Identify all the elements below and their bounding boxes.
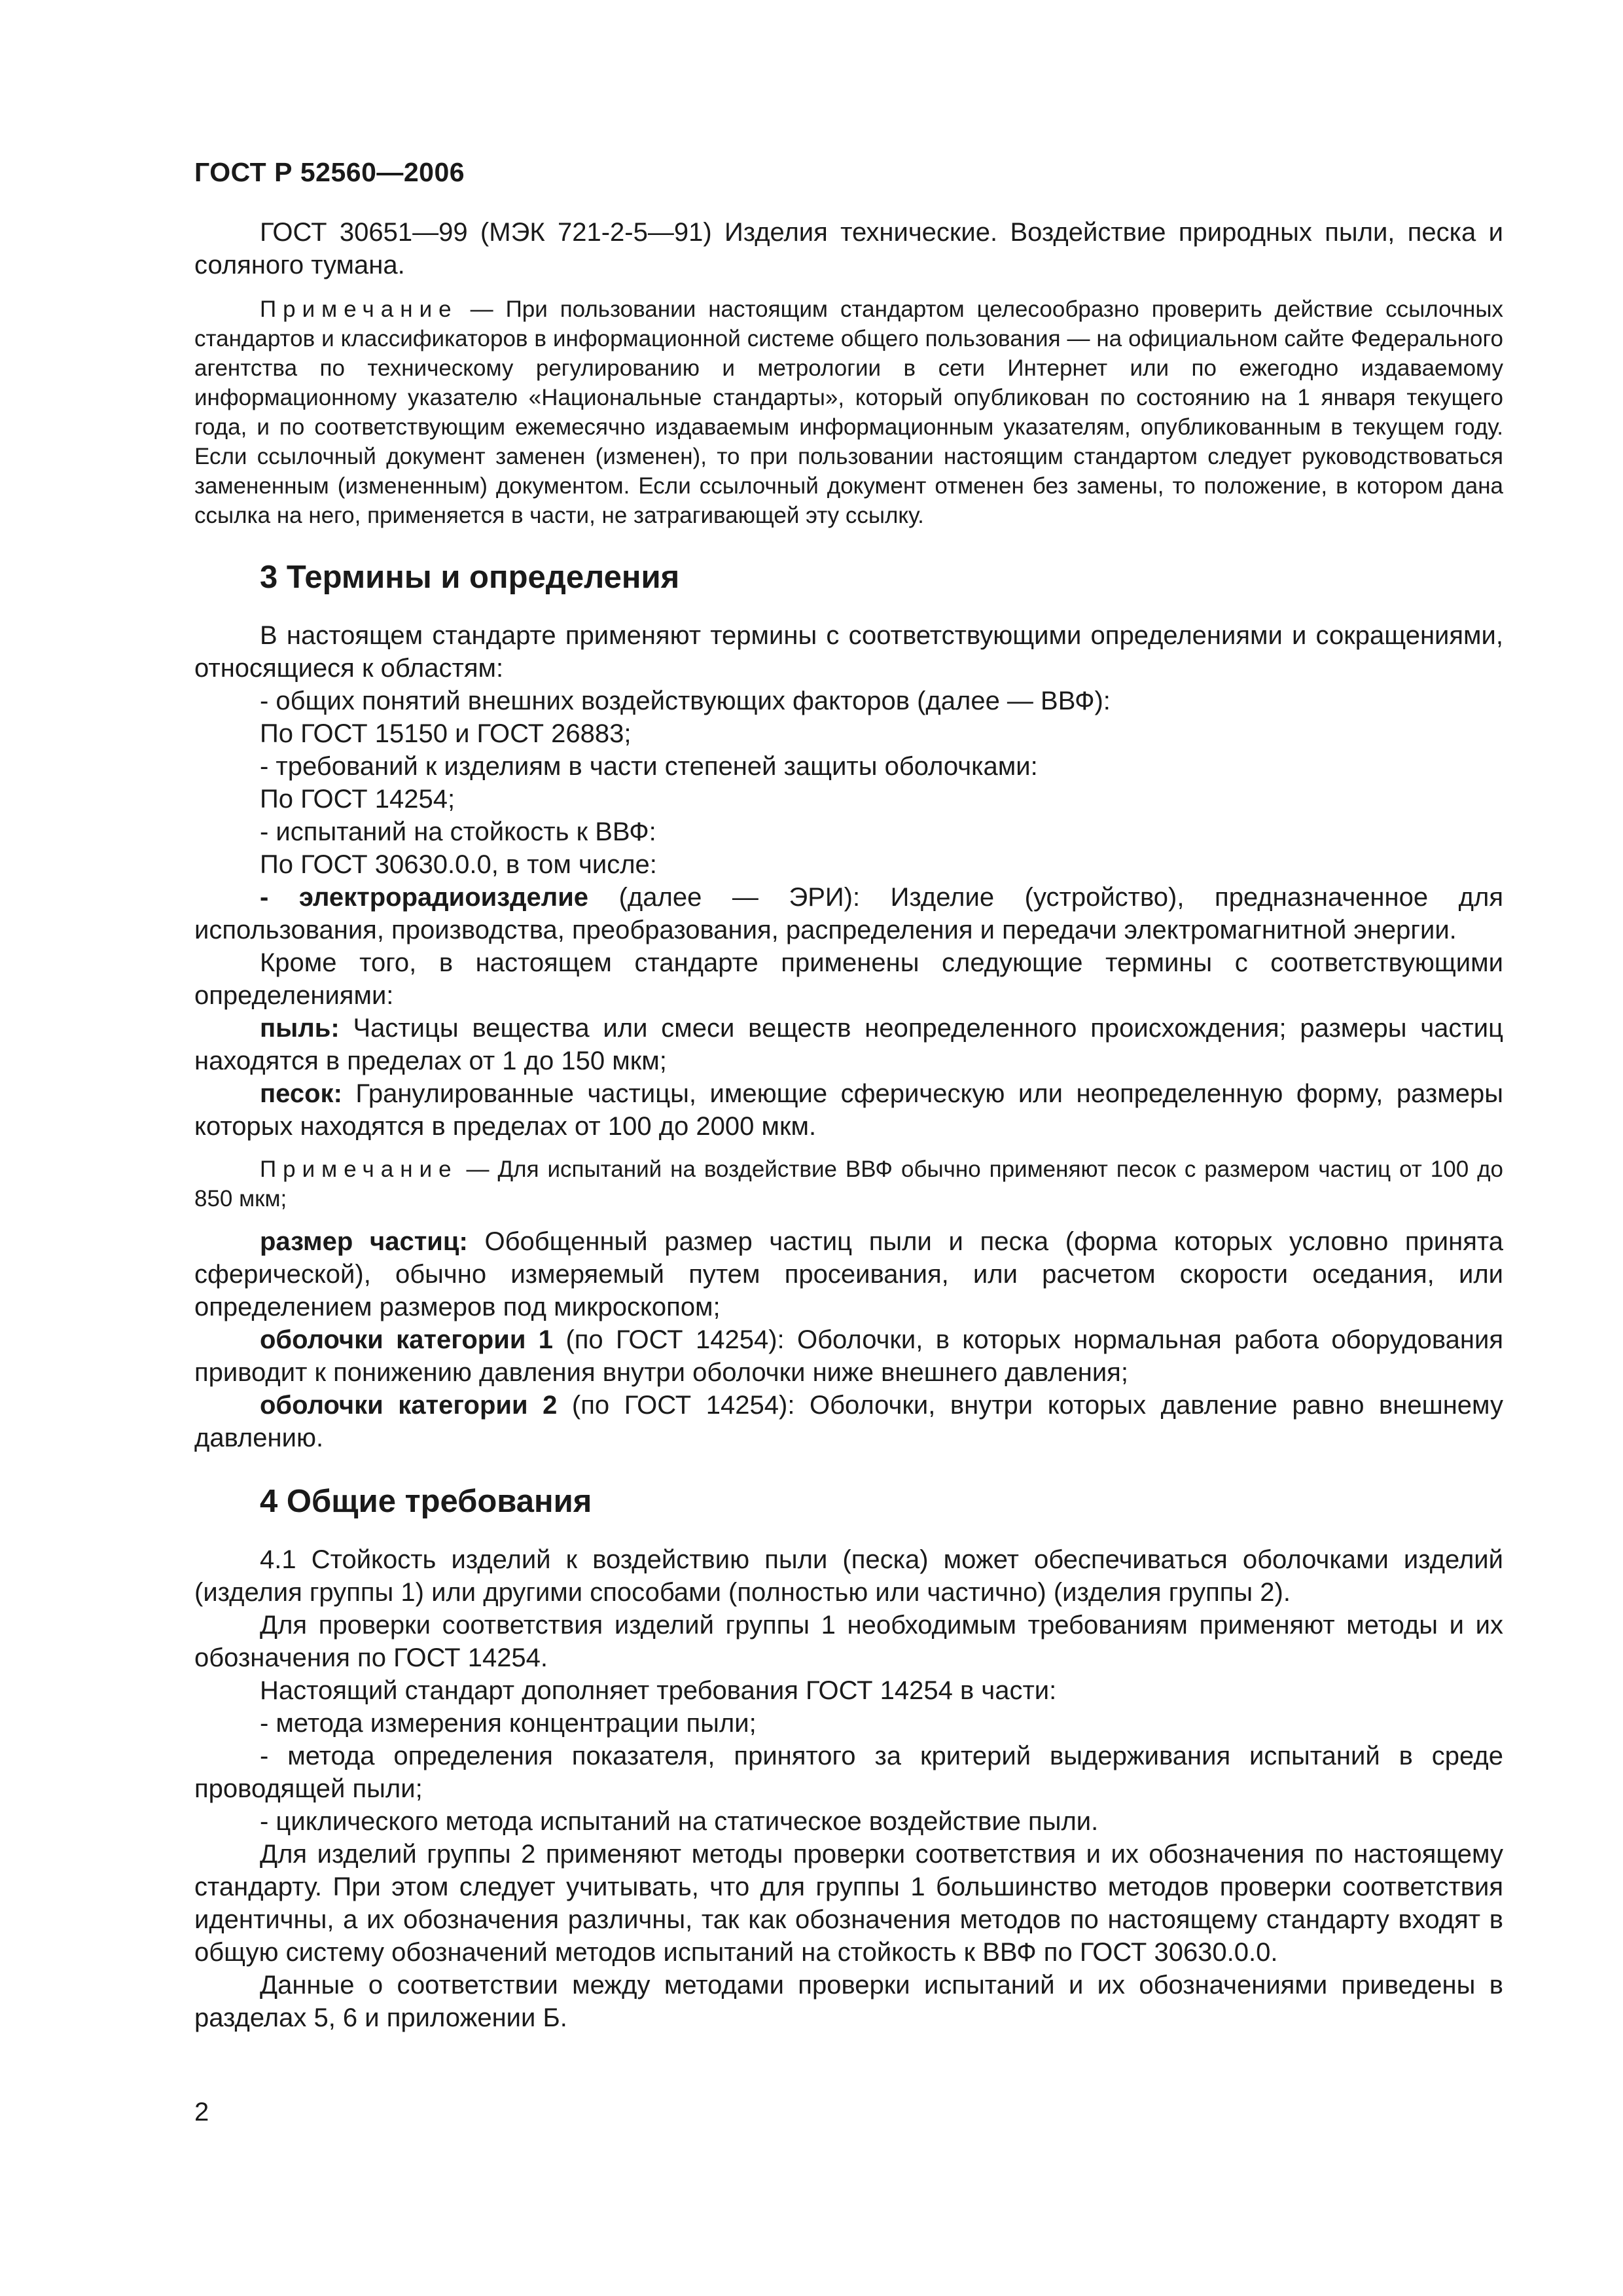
- term-enclosure-category-2: [194, 1389, 1503, 1454]
- term-definition: Обобщенный размер частиц пыли и песка (форма которых условно принята сферической), обычно измеряемый путем просеивания, или расчетом скорости оседания, или определением размеров под микроскопом;: [194, 1227, 1503, 1321]
- term-label: пыль:: [260, 1014, 340, 1043]
- reference-gost-30651: ГОСТ 30651—99 (МЭК 721-2-5—91) Изделия технические. Воздействие природных пыли, песка и соляного тумана.: [194, 218, 1503, 279]
- list-item-general-factors-ref: По ГОСТ 15150 и ГОСТ 26883;: [260, 719, 632, 748]
- term-sand: [194, 1077, 1503, 1143]
- list-item-enclosure-requirements-ref: По ГОСТ 14254;: [260, 785, 455, 814]
- term-definition: Частицы вещества или смеси веществ неопределенного происхождения; размеры частиц находятся в пределах от 1 до 150 мкм;: [194, 1014, 1503, 1075]
- term-particle-size: [194, 1225, 1503, 1323]
- term-label: песок:: [260, 1079, 342, 1108]
- term-label: оболочки категории 1: [260, 1325, 554, 1354]
- term-label: оболочки категории 2: [260, 1391, 558, 1420]
- document-body: [194, 216, 1503, 2034]
- section-3-intro: В настоящем стандарте применяют термины с соответствующими определениями и сокращениями, относящиеся к областям:: [194, 621, 1503, 683]
- term-definition: (по ГОСТ 14254): Оболочки, внутри которых давление равно внешнему давлению.: [194, 1391, 1504, 1452]
- list-item-resistance-tests: - испытаний на стойкость к ВВФ:: [260, 817, 656, 846]
- note-sand-size: [194, 1155, 1503, 1213]
- note-text: — Для испытаний на воздействие ВВФ обычно применяют песок с размером частиц от 100 до 850 мкм;: [194, 1157, 1503, 1211]
- section-4-heading: 4 Общие требования: [260, 1484, 592, 1519]
- term-label: - электрорадиоизделие: [260, 883, 589, 912]
- group-1-methods: Для проверки соответствия изделий группы 1 необходимым требованиям применяют методы и их обозначения по ГОСТ 14254.: [194, 1611, 1503, 1672]
- supplement-intro: Настоящий стандарт дополняет требования ГОСТ 14254 в части:: [260, 1676, 1057, 1705]
- list-item-criterion-method: - метода определения показателя, принятого за критерий выдерживания испытаний в среде проводящей пыли;: [194, 1742, 1503, 1803]
- clause-4-1: 4.1 Стойкость изделий к воздействию пыли (песка) может обеспечиваться оболочками изделий (изделия группы 1) или другими способами (полностью или частично) (изделия группы 2).: [194, 1545, 1503, 1607]
- term-definition: (далее — ЭРИ): Изделие (устройство), предназначенное для использования, производства, преобразования, распределения и передачи электромагнитной энергии.: [194, 883, 1503, 944]
- section-3-heading: 3 Термины и определения: [260, 560, 680, 595]
- document-code-header: ГОСТ Р 52560—2006: [194, 157, 465, 187]
- term-dust: [194, 1012, 1503, 1077]
- note-references: [194, 295, 1503, 530]
- note-label: Примечание: [260, 296, 458, 322]
- term-enclosure-category-1: [194, 1323, 1503, 1389]
- note-label: Примечание: [260, 1157, 458, 1182]
- list-item-enclosure-requirements: - требований к изделиям в части степеней защиты оболочками:: [260, 752, 1038, 781]
- term-label: размер частиц:: [260, 1227, 468, 1256]
- additional-terms-intro: Кроме того, в настоящем стандарте применены следующие термины с соответствующими определениями:: [194, 948, 1503, 1010]
- methods-correspondence: Данные о соответствии между методами проверки испытаний и их обозначениями приведены в разделах 5, 6 и приложении Б.: [194, 1971, 1503, 2032]
- page-number: 2: [194, 2098, 209, 2126]
- term-electroradio-product: [194, 881, 1503, 946]
- group-2-methods: Для изделий группы 2 применяют методы проверки соответствия и их обозначения по настоящему стандарту. При этом следует учитывать, что для группы 1 большинство методов проверки соответствия идентичны, а их обозначения различны, так как обозначения методов по настоящему стандарту входят в общую систему обозначений методов испытаний на стойкость к ВВФ по ГОСТ 30630.0.0.: [194, 1840, 1503, 1967]
- term-definition: Гранулированные частицы, имеющие сферическую или неопределенную форму, размеры которых находятся в пределах от 100 до 2000 мкм.: [194, 1079, 1503, 1141]
- term-definition: (по ГОСТ 14254): Оболочки, в которых нормальная работа оборудования приводит к понижению давления внутри оболочки ниже внешнего давления;: [194, 1325, 1503, 1387]
- list-item-concentration-method: - метода измерения концентрации пыли;: [260, 1709, 757, 1738]
- list-item-cyclic-method: - циклического метода испытаний на статическое воздействие пыли.: [260, 1807, 1099, 1836]
- list-item-general-factors: - общих понятий внешних воздействующих факторов (далее — ВВФ):: [260, 687, 1111, 715]
- note-text: — При пользовании настоящим стандартом целесообразно проверить действие ссылочных стандартов и классификаторов в информационной системе общего пользования — на официальном сайте Федерального агентства по техническому регулированию и метрологии в сети Интернет или по ежегодно издаваемому информационному указателю «Национальные стандарты», который опубликован по состоянию на 1 января текущего года, и по соответствующим ежемесячно издаваемым информационным указателям, опубликованным в текущем году. Если ссылочный документ заменен (изменен), то при пользовании настоящим стандартом следует руководствоваться замененным (измененным) документом. Если ссылочный документ отменен без замены, то положение, в котором дана ссылка на него, применяется в части, не затрагивающей эту ссылку.: [194, 296, 1503, 528]
- list-item-resistance-tests-ref: По ГОСТ 30630.0.0, в том числе:: [260, 850, 657, 879]
